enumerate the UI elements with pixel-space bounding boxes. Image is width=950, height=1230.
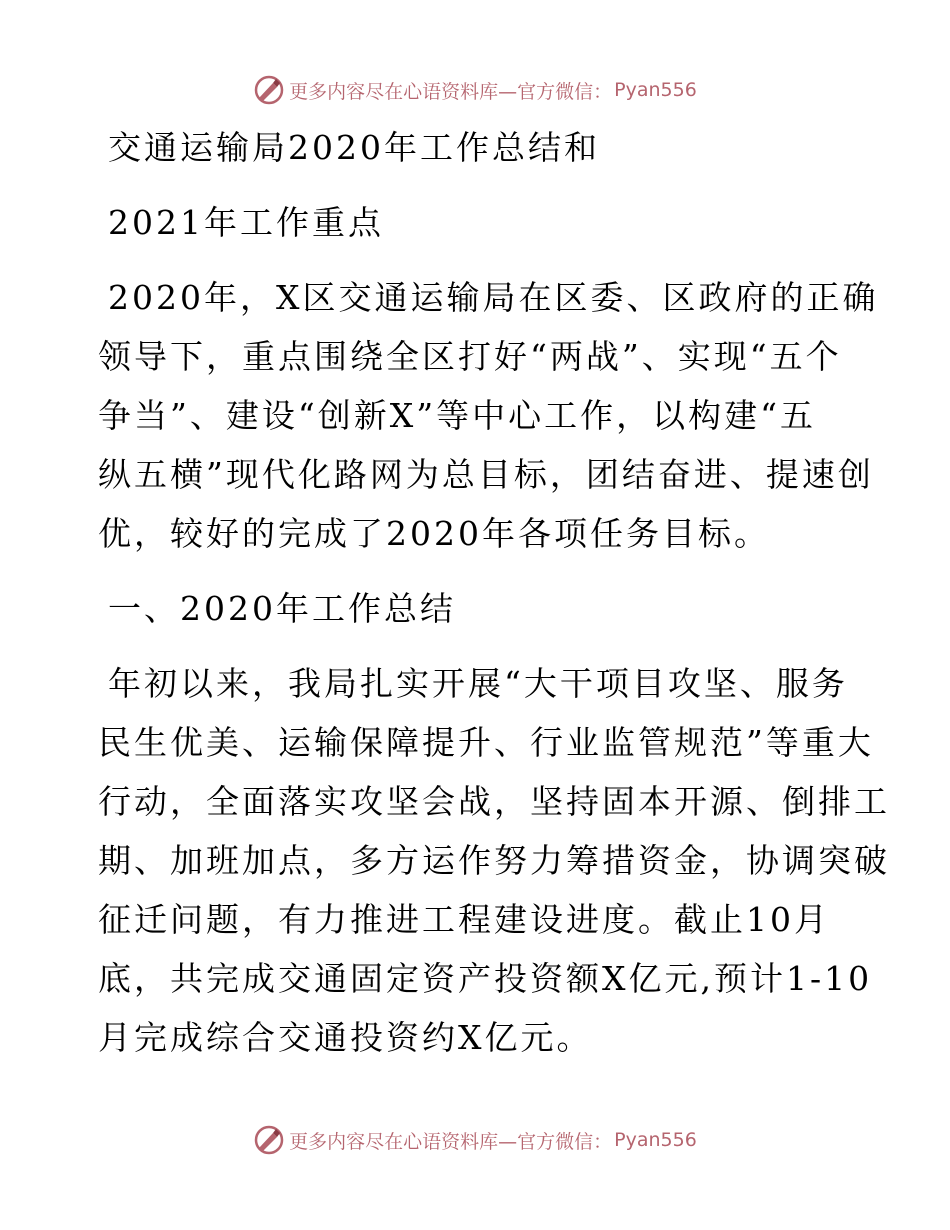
intro-line: 领导下，重点围绕全区打好“两战”、实现“五个 bbox=[98, 337, 842, 376]
document-title-line-2: 2021年工作重点 bbox=[108, 203, 384, 242]
section-heading: 一、2020年工作总结 bbox=[108, 589, 456, 628]
watermark-handle: Pyan556 bbox=[614, 1129, 697, 1151]
section-line: 民生优美、运输保障提升、行业监管规范”等重大 bbox=[98, 723, 874, 762]
watermark-text: 更多内容尽在心语资料库—官方微信： bbox=[289, 80, 613, 103]
header-watermark bbox=[0, 70, 950, 110]
document-title-line-1: 交通运输局2020年工作总结和 bbox=[108, 128, 600, 167]
section-line: 行动，全面落实攻坚会战，坚持固本开源、倒排工 bbox=[98, 782, 890, 821]
intro-line: 争当”、建设“创新X”等中心工作，以构建“五 bbox=[98, 396, 816, 435]
intro-line: 2020年，X区交通运输局在区委、区政府的正确 bbox=[108, 278, 879, 317]
document-body bbox=[98, 118, 890, 1067]
intro-line: 优，较好的完成了2020年各项任务目标。 bbox=[98, 514, 770, 553]
pen-logo-icon bbox=[253, 1124, 285, 1156]
pen-logo-icon bbox=[253, 74, 285, 106]
section-paragraph bbox=[98, 654, 890, 1067]
section-line: 期、加班加点，多方运作努力筹措资金，协调突破 bbox=[98, 841, 890, 880]
section-line: 底，共完成交通固定资产投资额X亿元,预计1-10 bbox=[98, 959, 873, 998]
section-line: 月完成综合交通投资约X亿元。 bbox=[98, 1018, 593, 1057]
section-line: 年初以来，我局扎实开展“大干项目攻坚、服务 bbox=[108, 664, 848, 703]
section-line: 征迁问题，有力推进工程建设进度。截止10月 bbox=[98, 900, 830, 939]
intro-paragraph bbox=[98, 268, 879, 563]
watermark-handle: Pyan556 bbox=[614, 79, 697, 101]
intro-line: 纵五横”现代化路网为总目标，团结奋进、提速创 bbox=[98, 455, 874, 494]
watermark-text: 更多内容尽在心语资料库—官方微信： bbox=[289, 1130, 613, 1153]
footer-watermark bbox=[0, 1120, 950, 1160]
